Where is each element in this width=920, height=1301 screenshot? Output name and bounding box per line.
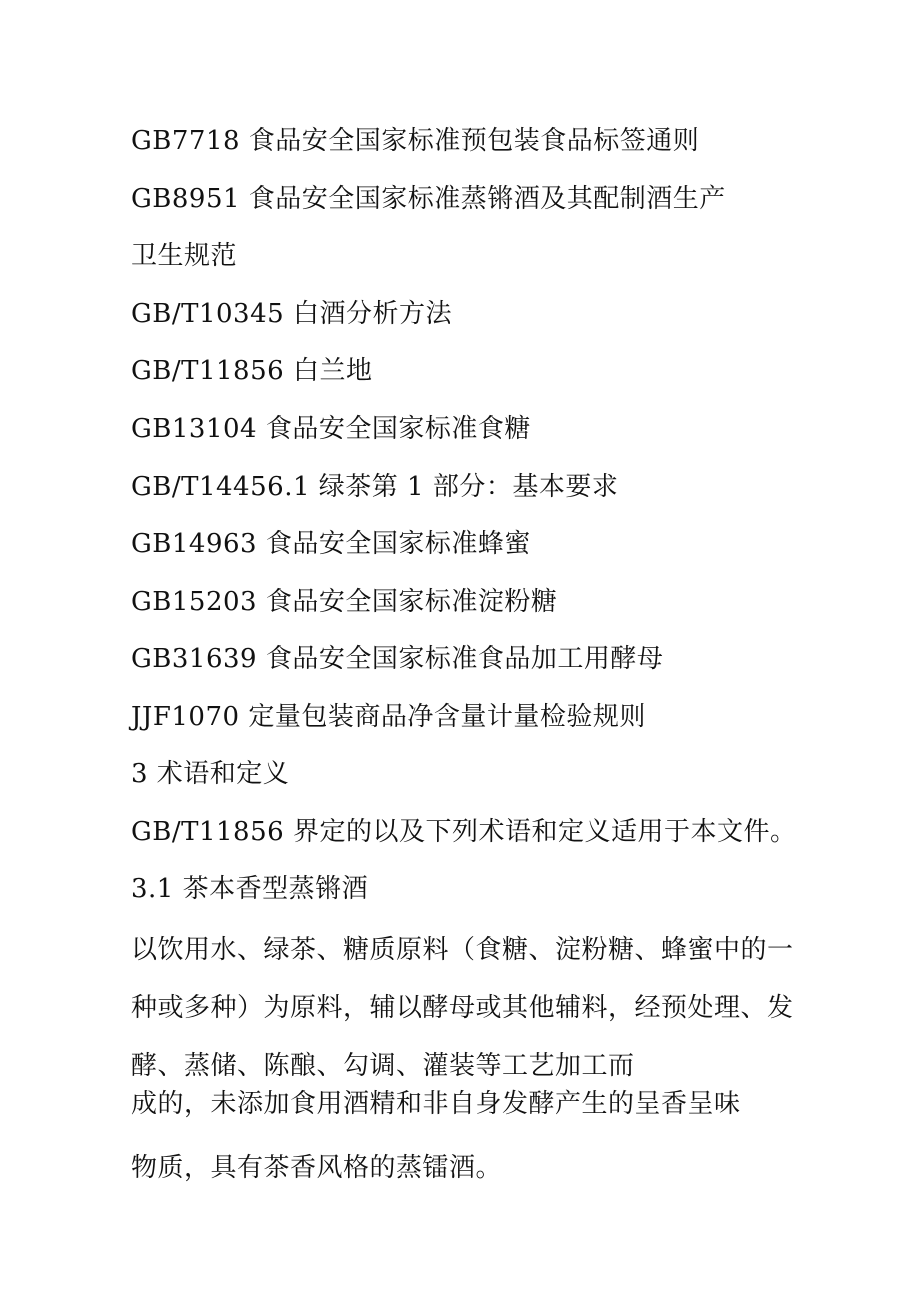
definition-line: 物质，具有茶香风格的蒸镭酒。 xyxy=(131,1153,503,1183)
reference-gbt11856: GB/T11856 白兰地 xyxy=(131,356,373,386)
definition-line: 酵、蒸储、陈酿、勾调、灌装等工艺加工而 xyxy=(131,1051,635,1081)
reference-jjf1070: JJF1070 定量包装商品净含量计量检验规则 xyxy=(131,702,646,732)
section-heading: 3 术语和定义 xyxy=(131,759,290,789)
reference-gbt10345: GB/T10345 白酒分析方法 xyxy=(131,299,452,329)
reference-gb31639: GB31639 食品安全国家标准食品加工用酵母 xyxy=(131,644,664,674)
reference-gb15203: GB15203 食品安全国家标准淀粉糖 xyxy=(131,587,558,617)
definition-line: 种或多种）为原料，辅以酵母或其他辅料，经预处理、发 xyxy=(131,993,794,1023)
reference-gb13104: GB13104 食品安全国家标准食糖 xyxy=(131,414,531,444)
definition-line: 以饮用水、绿茶、糖质原料（食糖、淀粉糖、蜂蜜中的一 xyxy=(131,935,794,965)
reference-gb14963: GB14963 食品安全国家标准蜂蜜 xyxy=(131,529,531,559)
reference-gbt14456: GB/T14456.1 绿茶第 1 部分：基本要求 xyxy=(131,472,619,502)
definition-line: 成的，未添加食用酒精和非自身发酵产生的呈香呈味 xyxy=(131,1089,741,1119)
reference-gb7718: GB7718 食品安全国家标准预包装食品标签通则 xyxy=(131,126,700,156)
reference-gb8951: GB8951 食品安全国家标准蒸锵酒及其配制酒生产 xyxy=(131,184,726,214)
term-heading: 3.1 茶本香型蒸锵酒 xyxy=(131,874,369,904)
section-intro: GB/T11856 界定的以及下列术语和定义适用于本文件。 xyxy=(131,817,797,847)
reference-gb8951-continued: 卫生规范 xyxy=(131,241,238,271)
